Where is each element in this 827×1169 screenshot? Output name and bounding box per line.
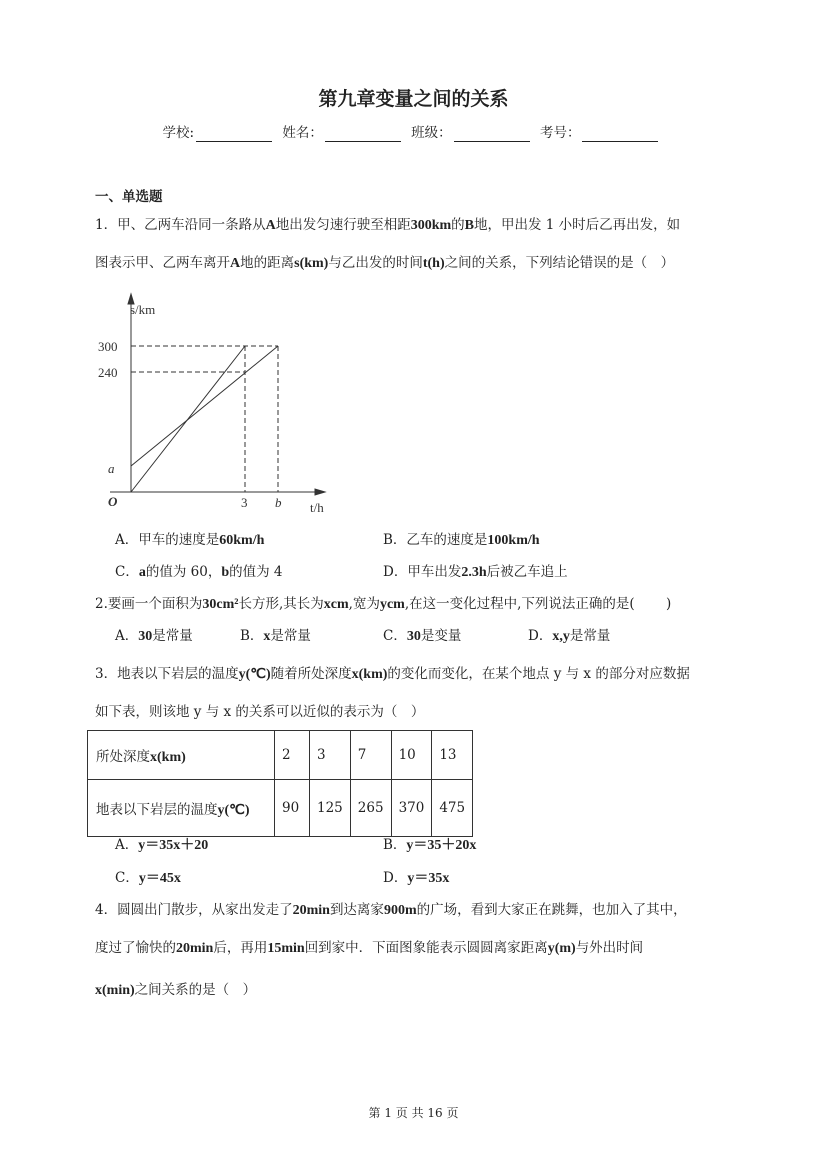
name-blank[interactable] [325,127,401,142]
table-cell: 13 [432,731,473,780]
table-cell: 125 [310,780,351,837]
row-header-depth [88,731,275,780]
text-segment: C． [115,870,139,886]
text-segment: 后被乙车追上 [486,564,568,580]
q4-line1 [95,901,687,920]
text-segment: 3．地表以下岩层的温度 [95,666,239,682]
math-text: ycm [379,597,405,612]
row-header-temp [88,780,275,837]
text-segment: 是常量 [569,628,611,644]
text-segment: 地出发匀速行驶至相距 [275,217,411,233]
page-footer: 第 1 页 共 16 页 [368,1106,459,1120]
math-text: x,y [552,629,570,644]
math-text: x(min) [95,983,135,998]
text-segment: 的 [451,217,465,233]
math-text: B [464,218,475,233]
q3-line1 [95,665,690,684]
q3-line2 [95,703,424,721]
text-segment: 如下表，则该地 y 与 x 的关系可以近似的表示为（ ） [95,704,425,720]
q1-option-b[interactable] [383,531,540,550]
text-segment: 地，甲出发 1 小时后乙再出发，如 [474,217,681,233]
table-cell: 475 [432,780,473,837]
text-segment: 到达离家 [329,902,384,918]
math-text: t(h) [422,256,445,271]
q3-option-c[interactable] [115,869,181,888]
q1-line1 [95,216,680,235]
math-text: y＝35x＋20 [138,838,209,853]
student-info [0,124,827,142]
school-blank[interactable] [196,127,272,142]
a-label: a [108,461,115,476]
text-segment: 的变化而变化，在某个地点 y 与 x 的部分对应数据 [387,666,690,682]
text-segment: ,宽为 [348,596,380,612]
q1-option-c[interactable] [115,563,283,582]
table-cell: 370 [391,780,432,837]
q3-option-a[interactable] [115,836,208,855]
q2-line1 [95,595,671,614]
name-label: 姓名： [282,125,323,141]
text-segment: 所处深度 [96,748,150,765]
text-segment: D．甲车出发 [383,564,462,580]
table-cell: 7 [350,731,391,780]
q1-graph [80,290,340,520]
y-tick-300: 300 [98,339,118,354]
math-text: A [230,256,241,271]
text-segment: ,在这一变化过程中,下列说法正确的是( ) [404,596,672,612]
text-segment: 随着所处深度 [270,666,352,682]
origin-label: O [108,494,118,509]
math-text: 15min [267,941,305,956]
table-cell: 2 [275,731,310,780]
q2-option-b[interactable] [240,627,311,646]
math-text: b [221,565,230,580]
q2-option-d[interactable] [528,627,610,646]
math-text: y＝45x [138,871,181,886]
q1-option-a[interactable] [115,531,264,550]
math-text: 60km/h [219,533,265,548]
guide-lines [131,346,278,492]
text-segment: A． [115,837,139,853]
math-text: s(km) [294,256,329,271]
math-text: x [263,629,271,644]
text-segment: 图表示甲、乙两车离开 [95,255,230,271]
text-segment: 之间的关系，下列结论错误的是（ ） [444,255,675,271]
math-text: y＝35＋20x [406,838,477,853]
text-segment: 后，再用 [213,940,268,956]
math-text: y＝35x [407,871,450,886]
text-segment: B． [383,837,407,853]
math-text: 20min [292,903,330,918]
table-row [88,731,473,780]
math-text: x(km) [351,667,388,682]
text-segment: 的值为 4 [229,564,283,580]
math-text: 30 [138,629,153,644]
text-segment: C． [383,628,407,644]
text-segment: D． [528,628,553,644]
y-tick-240: 240 [98,365,118,380]
q1-option-d[interactable] [383,563,568,582]
text-segment: 2.要画一个面积为 [95,596,203,612]
q3-option-d[interactable] [383,869,449,888]
math-text: 300km [410,218,452,233]
text-segment: 与外出时间 [575,940,644,956]
text-segment: 是变量 [420,628,462,644]
math-text: x(km) [150,749,186,765]
q1-line2 [95,254,674,273]
math-text: 30 [406,629,421,644]
table-cell: 265 [350,780,391,837]
text-segment: 的广场，看到大家正在跳舞，也加入了其中， [416,902,687,918]
text-segment: 的值为 60， [145,564,222,580]
text-segment: 是常量 [270,628,311,644]
line-car-jia [131,346,278,466]
table-cell: 90 [275,780,310,837]
text-segment: 度过了愉快的 [95,940,176,956]
class-label: 班级： [411,125,452,141]
math-text: y(℃) [217,802,250,818]
exam-no-blank[interactable] [582,127,658,142]
q3-option-b[interactable] [383,836,476,855]
text-segment: C． [115,564,139,580]
math-text: 30cm² [202,597,239,612]
math-text: a [138,565,146,580]
text-segment: 4．圆圆出门散步，从家出发走了 [95,902,293,918]
section-heading: 一、单选题 [95,189,163,205]
class-blank[interactable] [454,127,530,142]
text-segment: 是常量 [152,628,193,644]
text-segment: 回到家中．下面图象能表示圆圆离家距离 [304,940,548,956]
q2-option-a[interactable] [115,627,193,646]
q4-line3 [95,981,256,1000]
table-cell: 10 [391,731,432,780]
text-segment: B． [240,628,264,644]
q4-line2 [95,939,643,958]
y-axis-label: s/km [130,302,156,317]
x-axis-arrow [315,489,325,495]
q3-data-table [87,730,473,837]
text-segment: 与乙出发的时间 [328,255,423,271]
math-text: 2.3h [461,565,487,580]
math-text: 100km/h [487,533,540,548]
q2-option-c[interactable] [383,627,461,646]
text-segment: A．甲车的速度是 [115,532,220,548]
table-cell: 3 [310,731,351,780]
text-segment: 地表以下岩层的温度 [96,801,218,818]
school-label: 学校: [162,125,195,141]
text-segment: 地的距离 [240,255,295,271]
x-tick-3: 3 [241,495,248,510]
x-tick-b: b [275,495,282,510]
x-axis-label: t/h [310,500,324,515]
math-text: 20min [176,941,214,956]
page-title: 第九章变量之间的关系 [318,88,509,110]
text-segment: D． [383,870,408,886]
table-row [88,780,473,837]
text-segment: A． [115,628,139,644]
math-text: 900m [383,903,417,918]
math-text: A [265,218,276,233]
text-segment: 1．甲、乙两车沿同一条路从 [95,217,266,233]
math-text: xcm [323,597,349,612]
text-segment: 长方形,其长为 [238,596,324,612]
exam-no-label: 考号： [539,125,581,141]
text-segment: B．乙车的速度是 [383,532,488,548]
text-segment: 之间关系的是（ ） [134,982,257,998]
math-text: y(m) [547,941,576,956]
math-text: y(℃) [238,667,271,682]
